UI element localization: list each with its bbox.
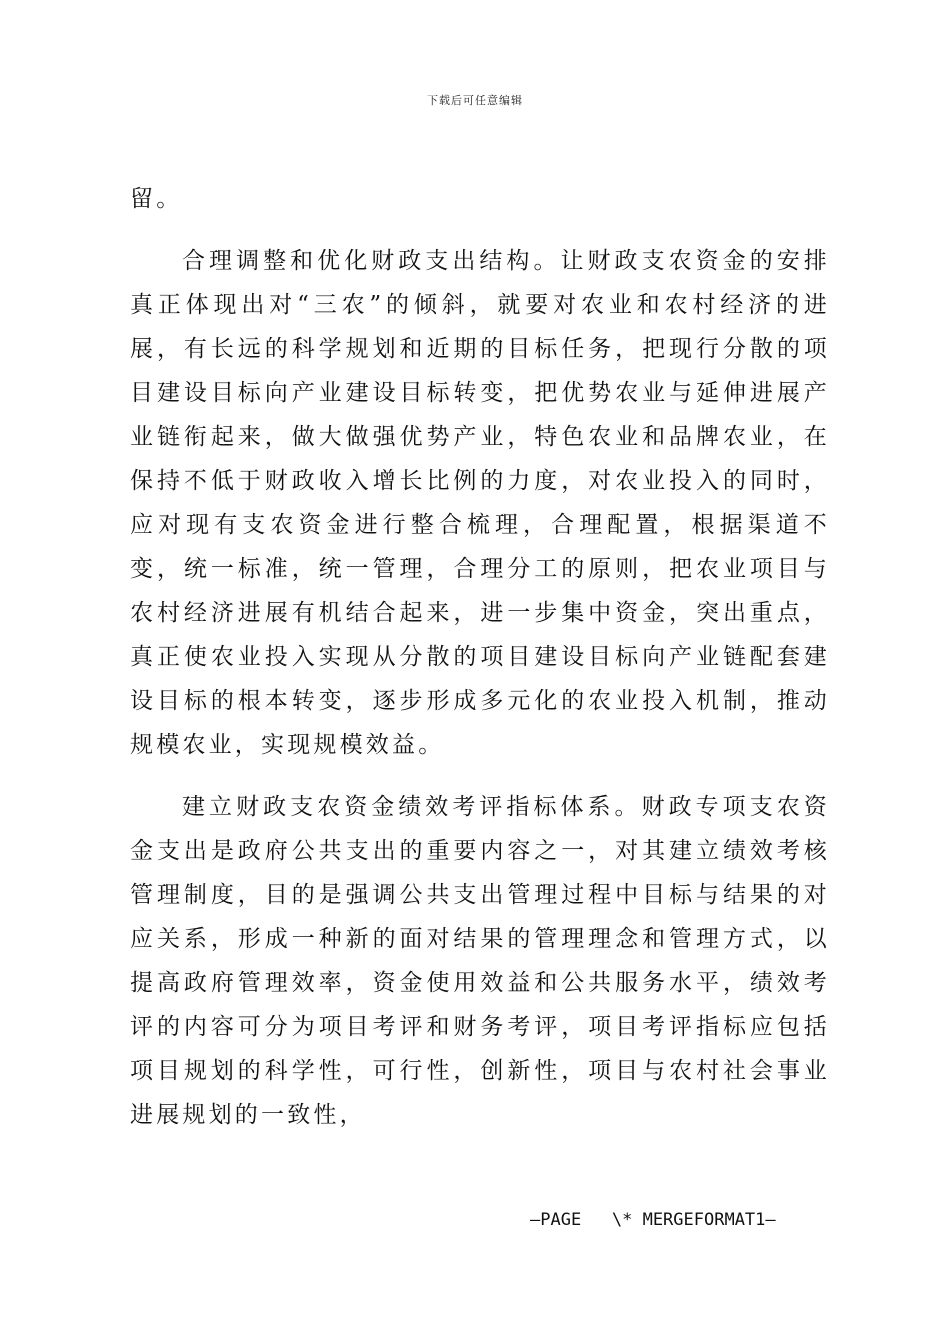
- document-body: [130, 177, 830, 1155]
- paragraph-fiscal-structure: 合理调整和优化财政支出结构。让财政支农资金的安排真正体现出对“三农”的倾斜，就要对农业和农村经济的进展，有长远的科学规划和近期的目标任务，把现行分散的项目建设目标向产业建设目标转变，把优势农业与延伸进展产业链衔起来，做大做强优势产业，特色农业和品牌农业，在保持不低于财政收入增长比例的力度，对农业投入的同时，应对现有支农资金进行整合梳理，合理配置，根据渠道不变，统一标准，统一管理，合理分工的原则，把农业项目与农村经济进展有机结合起来，进一步集中资金，突出重点，真正使农业投入实现从分散的项目建设目标向产业链配套建设目标的根本转变，逐步形成多元化的农业投入机制，推动规模农业，实现规模效益。: [130, 248, 830, 758]
- page-footer: —PAGE \* MERGEFORMAT1—: [530, 1210, 776, 1230]
- paragraph-performance-evaluation: 建立财政支农资金绩效考评指标体系。财政专项支农资金支出是政府公共支出的重要内容之一，对其建立绩效考核管理制度，目的是强调公共支出管理过程中目标与结果的对应关系，形成一种新的面对结果的管理理念和管理方式，以提高政府管理效率，资金使用效益和公共服务水平，绩效考评的内容可分为项目考评和财务考评，项目考评指标应包括项目规划的科学性，可行性，创新性，项目与农村社会事业进展规划的一致性，: [130, 794, 830, 1128]
- paragraph-continuation: 留。: [130, 186, 183, 212]
- page-header: 下载后可任意编辑: [427, 94, 523, 107]
